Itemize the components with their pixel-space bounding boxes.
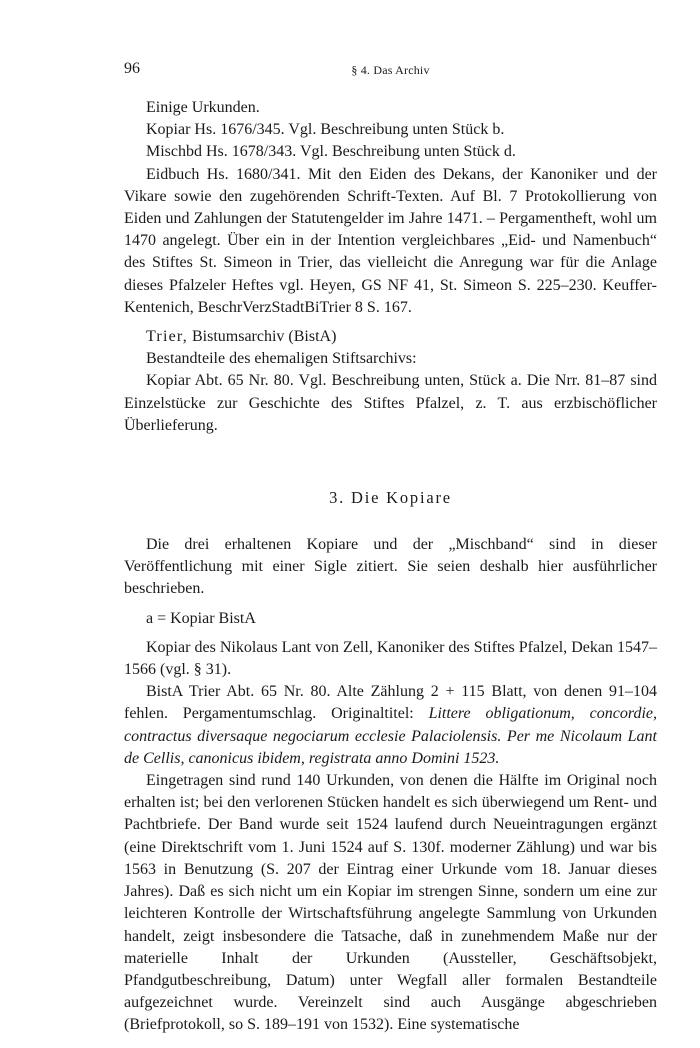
- chapter-heading: 3. Die Kopiare: [329, 488, 452, 508]
- citation-text: BistA Trier Abt. 65 Nr. 80. Alte Zählung 2 + 115 Blatt, von denen 91–104 fehlen. Pergamentumschlag. Originaltitel:: [124, 683, 657, 723]
- sigle-line: a = Kopiar BistA: [146, 609, 256, 627]
- section-heading: § 4. Das Archiv: [351, 63, 430, 77]
- page-number: 96: [124, 60, 140, 77]
- paragraph: Die drei erhaltenen Kopiare und der „Mischband“ sind in dieser Veröffentlichung mit einer Sigle zitiert. Sie seien deshalb hier ausführlicher beschrieben.: [124, 536, 657, 598]
- paragraph: Einige Urkunden.: [146, 99, 260, 116]
- paragraph: Kopiar Hs. 1676/345. Vgl. Beschreibung unten Stück b.: [146, 121, 505, 139]
- citation-paragraph: [124, 681, 657, 770]
- running-head: [124, 60, 657, 84]
- body-text: [124, 97, 657, 1037]
- place-name: Trier,: [146, 328, 188, 346]
- paragraph: Mischbd Hs. 1678/343. Vgl. Beschreibung unten Stück d.: [146, 143, 516, 161]
- paragraph: Eingetragen sind rund 140 Urkunden, von denen die Hälfte im Original noch erhalten ist; bei den verlorenen Stücken handelt es sich überwiegend um Rent- und Pachtbriefe. Der Band wurde seit 1524 laufend durch Neueintragungen ergänzt (eine Direktschrift vom 1. Juni 1524 auf S. 130f. moderner Zählung) und war bis 1563 in Benutzung (S. 207 der Eintrag einer Urkunde vom 18. Januar dieses Jahres). Daß es sich nicht um ein Kopiar im strengen Sinne, sondern um eine zur leichteren Kontrolle der Wirtschaftsführung angelegte Sammlung von Urkunden handelt, zeigt insbesondere die Tatsache, daß in zunehmendem Maße nur der materielle Inhalt der Urkunden (Aussteller, Geschäftsobjekt, Pfandgutbeschreibung, Datum) unter Wegfall aller formalen Bestandteile aufgezeichnet wurde. Vereinzelt sind auch Ausgänge abgeschrieben (Briefprotokoll, so S. 189–191 von 1532). Eine systematische: [124, 772, 657, 1034]
- paragraph: Eidbuch Hs. 1680/341. Mit den Eiden des Dekans, der Kanoniker und der Vikare sowie den zugehörenden Schrift-Texten. Auf Bl. 7 Protokollierung von Eiden und Zahlungen der Statutengelder im Jahre 1471. – Pergamentheft, wohl um 1470 angelegt. Über ein in der Intention vergleichbares „Eid- und Namenbuch“ des Stiftes St. Simeon in Trier, das vielleicht die Anregung war für die Anlage dieses Pfalzeler Heftes vgl. Heyen, GS NF 41, St. Simeon S. 225–230. Keuffer-Kentenich, BeschrVerzStadtBiTrier 8 S. 167.: [124, 165, 657, 316]
- paragraph: Kopiar des Nikolaus Lant von Zell, Kanoniker des Stiftes Pfalzel, Dekan 1547–1566 (vgl. § 31).: [124, 638, 657, 679]
- original-title: Littere obligationum, concordie, contractus diversaque negociarum ecclesie Palaciolensis. Per me Nicolaum Lant de Cellis, canonicus ibidem, registrata anno Domini 1523.: [124, 705, 658, 767]
- archive-paragraph: [124, 326, 657, 348]
- paragraph: Bestandteile des ehemaligen Stiftsarchivs:: [146, 350, 417, 368]
- paragraph: Kopiar Abt. 65 Nr. 80. Vgl. Beschreibung unten, Stück a. Die Nrr. 81–87 sind Einzelstücke zur Geschichte des Stiftes Pfalzel, z. T. aus erzbischöflicher Überlieferung.: [124, 372, 657, 434]
- archive-name: Bistumsarchiv (BistA): [187, 328, 337, 346]
